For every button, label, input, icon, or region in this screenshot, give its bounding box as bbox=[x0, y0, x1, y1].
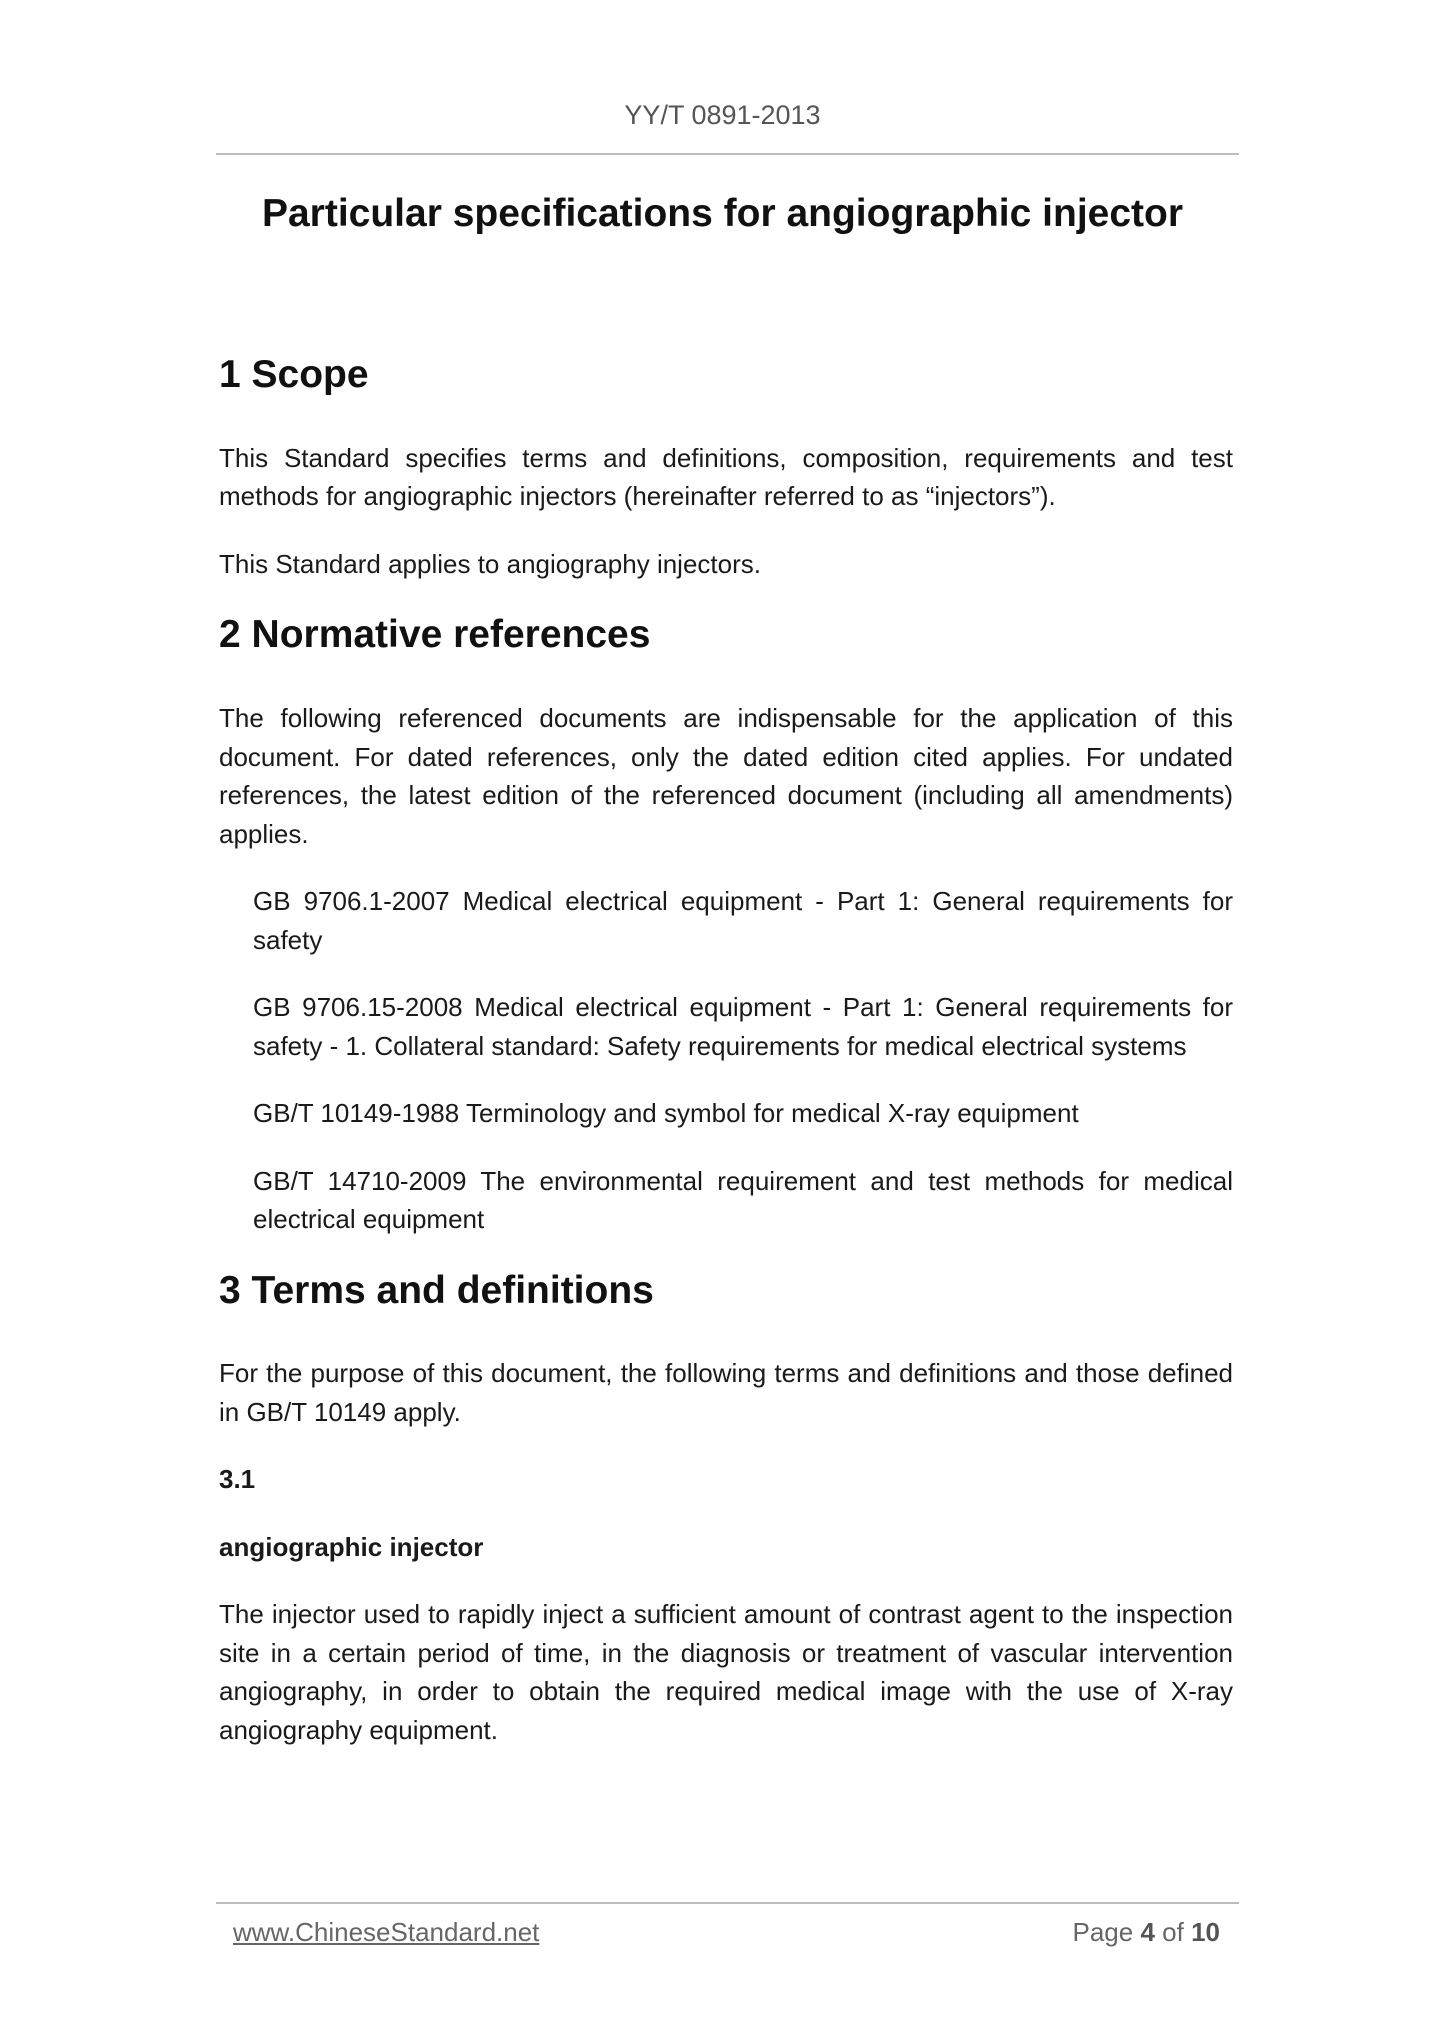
page-of-label: of bbox=[1162, 1917, 1184, 1947]
reference-list bbox=[219, 882, 1233, 1239]
website-link[interactable]: www.ChineseStandard.net bbox=[233, 1917, 540, 1947]
section-heading-terms-definitions: 3 Terms and definitions bbox=[219, 1268, 654, 1312]
scope-paragraph: This Standard specifies terms and definitions, composition, requirements and test methods for angiographic injectors (hereinafter referred to as “injectors”). bbox=[219, 442, 1233, 512]
page-total: 10 bbox=[1191, 1917, 1220, 1947]
section-heading-normative-references: 2 Normative references bbox=[219, 613, 651, 657]
document-title: Particular specifications for angiographic injector bbox=[261, 192, 1184, 235]
page-current: 4 bbox=[1140, 1917, 1155, 1947]
normative-intro-paragraph: The following referenced documents are indispensable for the application of this document. For dated references, only the dated edition cited applies. For undated references, the latest edition of the referenced document (including all amendments) applies. bbox=[219, 703, 1233, 849]
header-divider bbox=[216, 153, 1239, 155]
term-name: angiographic injector bbox=[219, 1531, 484, 1562]
document-body bbox=[219, 352, 1233, 1778]
scope-paragraph: This Standard applies to angiography injectors. bbox=[219, 548, 761, 579]
standard-code-header: YY/T 0891-2013 bbox=[624, 100, 821, 130]
reference-item: GB 9706.15-2008 Medical electrical equipment - Part 1: General requirements for safety - 1. Collateral standard: Safety requirements for medical electrical systems bbox=[253, 992, 1233, 1061]
footer-divider bbox=[216, 1902, 1239, 1904]
terms-intro-paragraph: For the purpose of this document, the following terms and definitions and those defined in GB/T 10149 apply. bbox=[219, 1358, 1233, 1427]
page-label: Page bbox=[1072, 1917, 1134, 1947]
page-indicator bbox=[1070, 1917, 1220, 1948]
section-heading-scope: 1 Scope bbox=[219, 353, 369, 396]
term-number: 3.1 bbox=[219, 1464, 256, 1495]
term-definition: The injector used to rapidly inject a sufficient amount of contrast agent to the inspection site in a certain period of time, in the diagnosis or treatment of vascular intervention angiography, in order to obtain the required medical image with the use of X-ray angiography equipment. bbox=[219, 1599, 1233, 1745]
reference-item: GB/T 14710-2009 The environmental requirement and test methods for medical electrical equipment bbox=[253, 1165, 1233, 1235]
reference-item: GB 9706.1-2007 Medical electrical equipment - Part 1: General requirements for safety bbox=[253, 886, 1233, 955]
reference-item: GB/T 10149-1988 Terminology and symbol for medical X-ray equipment bbox=[253, 1098, 1079, 1129]
